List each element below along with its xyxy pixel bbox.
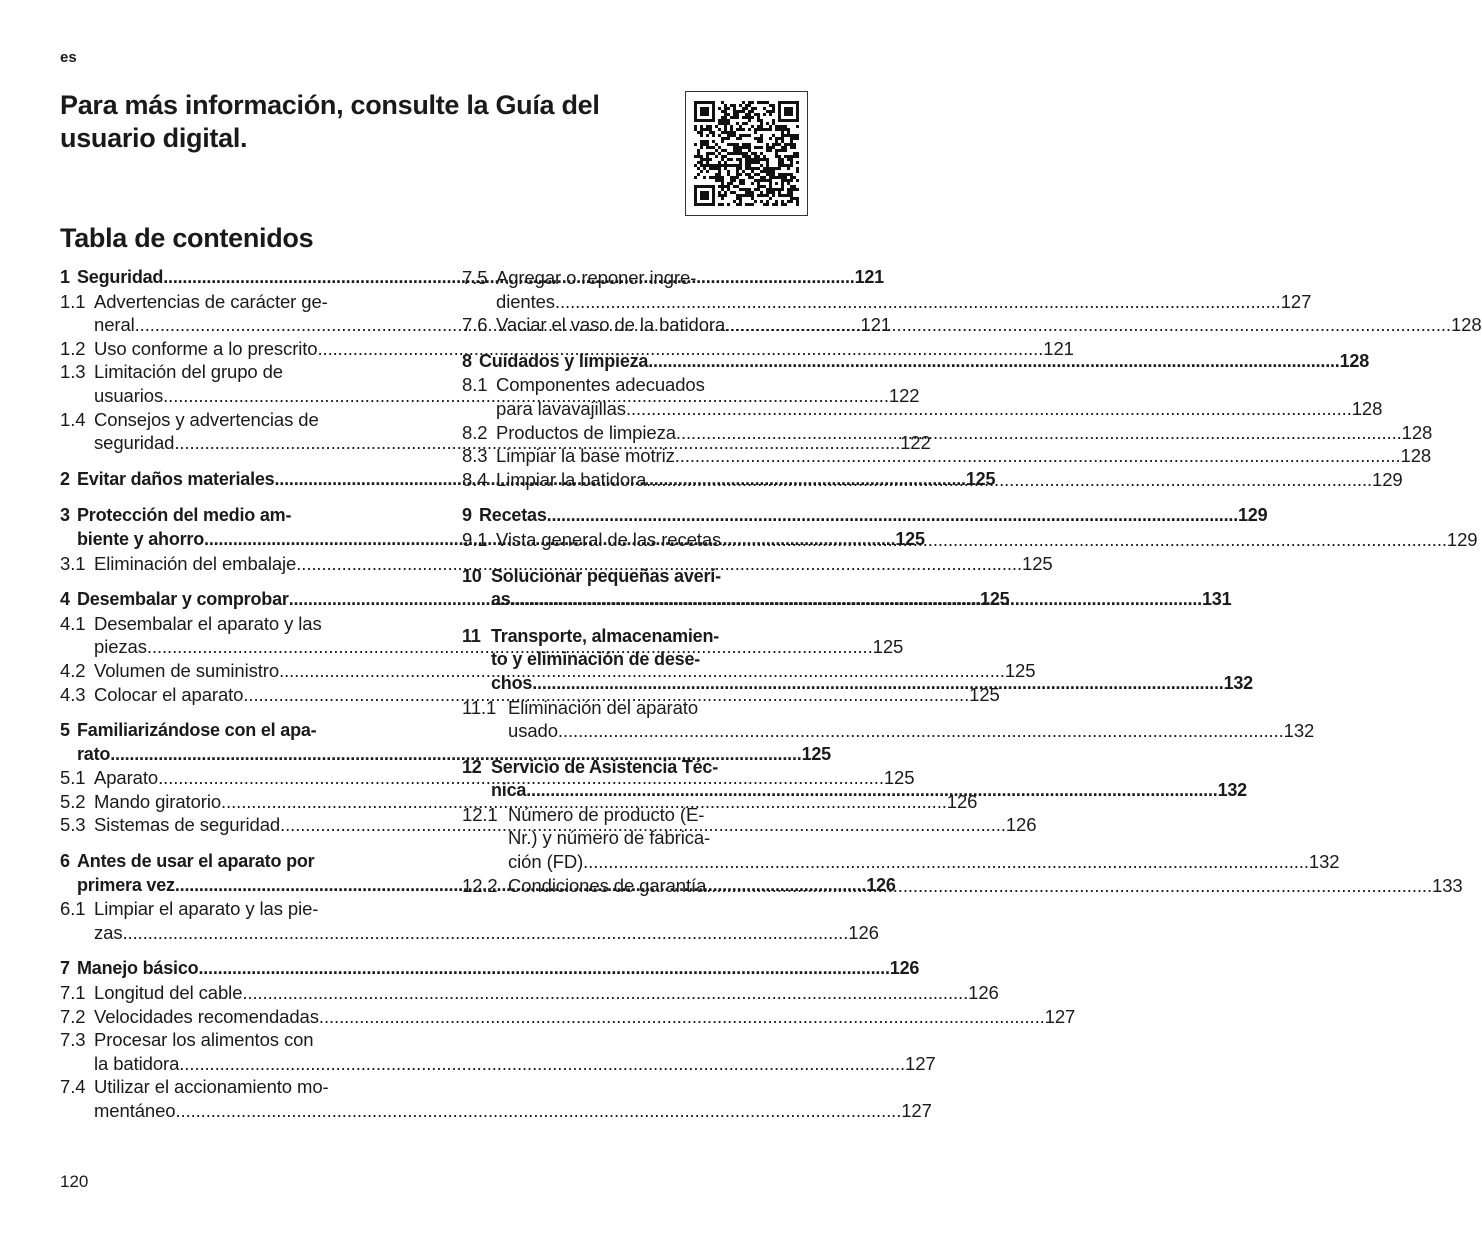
toc-page-number: 121: [1043, 337, 1074, 359]
toc-entry-text: Limpiar el aparato y las pie-: [94, 898, 319, 920]
toc-entry-text: Seguridad: [77, 267, 164, 287]
toc-entry-text: Componentes adecuados: [496, 374, 705, 396]
toc-entry-text: Eliminación del embalaje: [94, 552, 297, 574]
toc-entry-number: 4.1: [60, 612, 86, 634]
dot-leader: [526, 779, 1217, 803]
toc-entry-text: Número de producto (E-: [508, 803, 705, 825]
toc-entry-text: Desembalar el aparato y las: [94, 612, 322, 634]
toc-entry-text: Mando giratorio: [94, 790, 222, 812]
toc-subsection[interactable]: [60, 897, 879, 944]
toc-entry-text: Condiciones de garantía: [508, 874, 707, 896]
toc-entry-text: as: [491, 589, 511, 610]
toc-entry-text: piezas: [94, 636, 147, 658]
toc-subsection[interactable]: [462, 444, 1432, 468]
dot-leader: [198, 957, 889, 981]
toc-entry-text: Vista general de las recetas: [496, 528, 722, 550]
toc-entry-text: Aparato: [94, 767, 159, 789]
toc-entry-line: [508, 719, 1315, 743]
dot-leader: [725, 313, 1451, 337]
toc-entry-line: [491, 565, 820, 589]
dot-leader: [555, 290, 1281, 314]
toc-section[interactable]: [60, 957, 920, 981]
toc-subsection[interactable]: [60, 1075, 932, 1122]
toc-entry-text: Uso conforme a lo prescrito: [94, 337, 318, 359]
qr-code-icon: [694, 101, 799, 206]
toc-entry-number: 4.2: [60, 659, 86, 681]
toc-page-number: 125: [965, 468, 996, 489]
toc-entry-number: 2: [60, 468, 70, 489]
toc-entry-text: Solucionar pequeñas averí-: [491, 565, 721, 586]
toc-page-number: 128: [1351, 397, 1383, 419]
toc-entry-text: Consejos y advertencias de: [94, 408, 319, 430]
toc-entry-body: [508, 696, 1315, 743]
toc-entry-number: 8: [462, 350, 472, 371]
toc-entry-text: neral: [94, 314, 135, 336]
toc-page-number: 125: [883, 767, 915, 789]
toc-entry-text: Protección del medio am-: [77, 505, 292, 526]
toc-entry-line: [94, 981, 999, 1005]
toc-entry-line: [94, 1099, 932, 1123]
toc-entry-text: Limpiar la batidora: [496, 468, 647, 490]
toc-entry-number: 7.3: [60, 1029, 86, 1051]
toc-entry-line: [479, 504, 1268, 528]
toc-page-number: 132: [1283, 720, 1315, 742]
toc-page-number: 126: [866, 874, 896, 895]
toc-entry-text: nica: [491, 780, 527, 801]
toc-page-number: 121: [854, 267, 884, 287]
toc-entry-text: Volumen de suministro: [94, 659, 280, 681]
toc-entry-line: [94, 897, 418, 921]
toc-entry-number: 12: [462, 756, 482, 777]
toc-page-number: 126: [848, 921, 879, 943]
toc-entry-line: [496, 397, 1383, 421]
toc-entry-text: Colocar el aparato: [94, 683, 244, 705]
toc-entry-number: 12.2: [462, 874, 498, 896]
toc-entry-text: biente y ahorro: [77, 528, 205, 549]
toc-entry-text: zas: [94, 921, 123, 943]
toc-page-number: 125: [801, 743, 831, 764]
toc-entry-number: 10: [462, 565, 482, 586]
toc-entry-number: 8.4: [462, 468, 488, 490]
toc-page-number: 127: [1044, 1005, 1076, 1027]
toc-entry-number: 8.2: [462, 421, 488, 443]
toc-subsection[interactable]: [462, 696, 1315, 743]
toc-entry-number: 3: [60, 505, 70, 526]
toc-entry-text: rato: [77, 743, 111, 764]
toc-entry-number: 7: [60, 958, 70, 979]
toc-entry-text: Nr.) y número de fabrica-: [508, 827, 711, 849]
toc-page-number: 128: [1450, 314, 1482, 336]
dot-leader: [706, 874, 1432, 898]
toc-entry-line: [496, 373, 820, 397]
dot-leader: [583, 850, 1309, 874]
toc-page-number: 131: [1201, 589, 1232, 610]
toc-entry-number: 4: [60, 589, 70, 610]
toc-page-number: 129: [1446, 528, 1478, 550]
toc-entry-number: 12.1: [462, 803, 498, 825]
toc-entry-line: [77, 957, 920, 981]
toc-entry-body: [94, 1028, 936, 1075]
toc-page-number: 132: [1308, 851, 1340, 873]
toc-page-number: 128: [1400, 445, 1432, 467]
dot-leader: [547, 504, 1238, 528]
toc-entry-text: Sistemas de seguridad: [94, 814, 281, 836]
toc-entry-line: [496, 444, 1432, 468]
dot-leader: [626, 397, 1352, 421]
toc-entry-line: [491, 648, 820, 672]
toc-entry-number: 7.6: [462, 314, 488, 336]
toc-entry-number: 11.1: [462, 696, 497, 718]
toc-entry-line: [508, 826, 820, 850]
toc-page-number: 126: [946, 790, 978, 812]
toc-entry-number: 1.1: [60, 290, 86, 312]
toc-entry-number: 7.2: [60, 1005, 86, 1027]
toc-entry-number: 8.1: [462, 374, 488, 396]
dot-leader: [675, 444, 1401, 468]
toc-entry-text: usuarios: [94, 384, 164, 406]
toc-entry-text: Limpiar la base motriz: [496, 445, 675, 467]
toc-entry-text: primera vez: [77, 874, 175, 895]
toc-entry-number: 1.3: [60, 361, 86, 383]
toc-entry-line: [94, 290, 418, 314]
toc-entry-body: [479, 350, 1370, 374]
toc-entry-number: 1: [60, 267, 70, 287]
toc-entry-line: [94, 408, 418, 432]
toc-page-number: 125: [969, 683, 1000, 705]
toc-entry-body: [496, 444, 1432, 468]
toc-entry-number: 5.3: [60, 814, 86, 836]
toc-entry-number: 1.4: [60, 408, 86, 430]
toc-section[interactable]: [462, 350, 1370, 374]
toc-page-number: 126: [968, 982, 999, 1004]
toc-page-number: 128: [1401, 421, 1433, 443]
toc-entry-text: Cuidados y limpieza: [479, 350, 649, 371]
toc-page-number: 127: [905, 1052, 936, 1074]
toc-entry-body: [479, 504, 1268, 528]
toc-entry-body: [77, 957, 920, 981]
toc-entry-line: [479, 350, 1370, 374]
toc-entry-line: [94, 921, 879, 945]
toc-entry-number: 7.1: [60, 982, 86, 1004]
toc-page-number: 121: [860, 314, 891, 336]
toc-entry-text: Advertencias de carácter ge-: [94, 290, 328, 312]
toc-entry-line: [496, 266, 820, 290]
toc-subsection[interactable]: [60, 981, 999, 1005]
toc-entry-text: Procesar los alimentos con: [94, 1029, 314, 1051]
toc-entry-text: Utilizar el accionamiento mo-: [94, 1076, 329, 1098]
toc-entry-body: [94, 1005, 1076, 1029]
toc-entry-text: Transporte, almacenamien-: [491, 625, 720, 646]
toc-entry-number: 4.3: [60, 683, 86, 705]
toc-entry-text: Velocidades recomendadas: [94, 1005, 319, 1027]
toc-entry-line: [77, 850, 418, 874]
toc-entry-line: [94, 1028, 418, 1052]
toc-entry-text: Eliminación del aparato: [508, 696, 699, 718]
dot-leader: [648, 350, 1339, 374]
toc-entry-line: [77, 719, 418, 743]
toc-entry-text: Antes de usar el aparato por: [77, 851, 315, 872]
dot-leader: [558, 719, 1284, 743]
toc-entry-text: Familiarizándose con el apa-: [77, 720, 317, 741]
toc-entry-text: Servicio de Asistencia Téc-: [491, 756, 719, 777]
toc-entry-text: Desembalar y comprobar: [77, 589, 289, 610]
table-of-contents-title: Tabla de contenidos: [60, 223, 314, 253]
toc-entry-text: usado: [508, 720, 558, 742]
toc-entry-number: 5.2: [60, 790, 86, 812]
toc-entry-number: 1.2: [60, 337, 86, 359]
toc-section-group: [60, 957, 1076, 1122]
toc-page-number: 132: [1217, 780, 1247, 801]
toc-page-number: 127: [901, 1100, 932, 1121]
toc-entry-text: Longitud del cable: [94, 982, 243, 1004]
toc-entry-text: Agregar o reponer ingre-: [496, 267, 697, 288]
dot-leader: [511, 588, 1202, 612]
toc-entry-body: [94, 897, 879, 944]
toc-entry-line: [94, 1075, 418, 1099]
toc-page-number: 125: [1022, 552, 1053, 574]
toc-section[interactable]: [462, 504, 1268, 528]
toc-page-number: 125: [895, 528, 925, 549]
page-number: 120: [60, 1172, 89, 1191]
qr-code[interactable]: [685, 91, 808, 216]
toc-entry-number: 11: [462, 625, 481, 646]
toc-entry-number: 5.1: [60, 767, 86, 789]
toc-entry-text: para lavavajillas: [496, 397, 626, 419]
toc-entry-line: [94, 612, 418, 636]
toc-page-number: 126: [889, 958, 920, 979]
toc-entry-line: [491, 625, 820, 649]
toc-page-number: 122: [900, 432, 931, 454]
toc-entry-line: [94, 1052, 936, 1076]
toc-page-number: 122: [888, 384, 920, 406]
toc-page-number: 126: [1005, 814, 1037, 836]
toc-entry-number: 3.1: [60, 552, 86, 574]
dot-leader: [175, 1099, 901, 1123]
toc-entry-line: [496, 290, 1312, 314]
toc-page-number: 132: [1223, 672, 1253, 693]
toc-entry-text: Limitación del grupo de: [94, 361, 283, 383]
toc-entry-text: seguridad: [94, 432, 175, 454]
toc-entry-number: 7.5: [462, 267, 488, 288]
toc-entry-number: 9: [462, 505, 472, 526]
toc-entry-line: [491, 756, 820, 780]
dot-leader: [532, 672, 1223, 696]
toc-page-number: 133: [1432, 874, 1463, 896]
dot-leader: [676, 421, 1402, 445]
toc-entry-text: to y eliminación de dese-: [491, 649, 701, 670]
toc-subsection[interactable]: [60, 1028, 936, 1075]
toc-page-number: 125: [872, 636, 904, 658]
toc-entry-text: Recetas: [479, 505, 547, 526]
toc-entry-text: chos: [491, 672, 533, 693]
dot-leader: [319, 1005, 1045, 1029]
toc-entry-number: 6: [60, 851, 70, 872]
toc-entry-number: 8.3: [462, 445, 488, 467]
dot-leader: [179, 1052, 905, 1076]
toc-page-number: 129: [1238, 505, 1268, 526]
toc-page-number: 125: [980, 589, 1010, 610]
toc-entry-number: 6.1: [60, 898, 86, 920]
toc-entry-text: dientes: [496, 290, 555, 312]
dot-leader: [721, 528, 1447, 552]
toc-entry-number: 9.1: [462, 528, 488, 550]
dot-leader: [123, 921, 849, 945]
toc-entry-text: Productos de limpieza: [496, 421, 676, 443]
toc-entry-text: Evitar daños materiales: [77, 468, 275, 489]
toc-entry-number: 7.4: [60, 1076, 86, 1098]
toc-entry-body: [94, 1075, 932, 1122]
toc-entry-text: Manejo básico: [77, 958, 199, 979]
digital-guide-headline: Para más información, consulte la Guía del usuario digital.: [60, 90, 600, 153]
toc-subsection[interactable]: [60, 1005, 1076, 1029]
toc-entry-line: [94, 1005, 1076, 1029]
toc-entry-text: mentáneo: [94, 1100, 176, 1121]
toc-page-number: 129: [1372, 468, 1403, 490]
language-code: es: [60, 49, 77, 66]
toc-entry-text: la batidora: [94, 1052, 180, 1074]
toc-page-number: 128: [1339, 350, 1370, 371]
toc-entry-line: [508, 803, 820, 827]
toc-page-number: 125: [1004, 659, 1036, 681]
toc-entry-line: [77, 504, 418, 528]
toc-entry-line: [508, 850, 1340, 874]
toc-page-number: 127: [1280, 290, 1312, 312]
toc-entry-text: ción (FD): [508, 851, 584, 873]
toc-entry-line: [508, 696, 820, 720]
toc-entry-number: 5: [60, 720, 70, 741]
dot-leader: [242, 981, 968, 1005]
toc-entry-line: [94, 360, 418, 384]
toc-entry-text: Vaciar el vaso de la batidora: [496, 314, 726, 336]
toc-entry-body: [94, 981, 999, 1005]
dot-leader: [646, 468, 1372, 492]
